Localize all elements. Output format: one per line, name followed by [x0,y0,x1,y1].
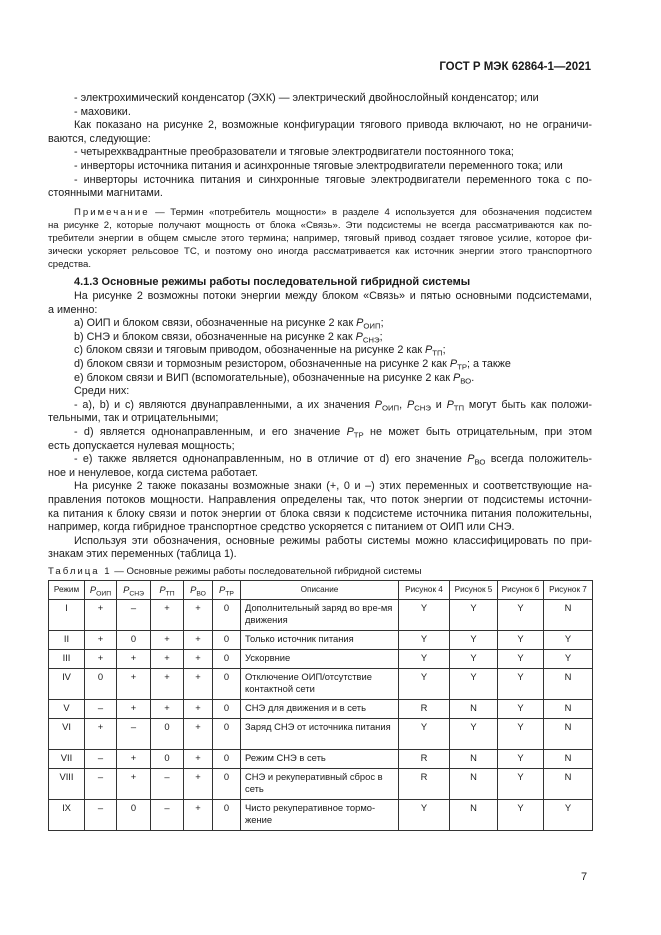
power-variable: $P_{ТП}$ [446,398,465,413]
note-line: требители энергии в общем смысле этого термина; например, тяговый привод создает тяговое усилие, которое фи- [48,233,592,244]
sign-cell: 0 [213,631,241,650]
sign-cell: – [151,769,184,800]
power-variable: $P_{СНЭ}$ [123,584,144,598]
sign-cell: + [151,650,184,669]
figure-flag-cell: Y [498,769,544,800]
sign-cell: 0 [85,669,117,700]
power-variable: $P_{ВО}$ [190,584,206,598]
sign-cell: + [151,700,184,719]
figure-flag-cell: Y [399,600,450,631]
figure-flag-cell: N [544,719,593,750]
power-variable: $P_{ТР}$ [449,358,468,372]
note-line: на рисунке 2, которые получают мощность от блока «Связь». Эти подсистемы не всегда рассматриваются как по- [48,220,592,231]
sign-cell: + [184,800,213,831]
mode-cell: II [49,631,85,650]
sign-cell: 0 [213,800,241,831]
text-line [74,344,592,357]
sign-cell: + [117,669,151,700]
figure-flag-cell: Y [450,631,498,650]
figure-flag-cell: Y [498,631,544,650]
figure-flag-cell: N [544,750,593,769]
text-line [74,426,592,439]
text-line [74,399,592,412]
sign-cell: + [184,769,213,800]
text-line: ка питания к блоку связи и поток энергии от блока связи к подсистеме источника питания положительны, [48,507,592,520]
mode-cell: VI [49,719,85,750]
table-row [49,769,593,800]
description-cell: СНЭ и рекуперативный сброс в сеть [241,769,399,800]
sign-cell: + [184,700,213,719]
figure-flag-cell: Y [399,650,450,669]
text-line [74,372,592,385]
figure-flag-cell: Y [498,669,544,700]
sign-cell: 0 [151,719,184,750]
column-header: Рисунок 4 [399,581,450,600]
sign-cell: + [117,700,151,719]
text-segment: не может быть отрицательным, при этом [363,426,592,438]
column-header [213,581,241,600]
text-segment: ; [379,330,383,343]
sign-cell: + [117,650,151,669]
description-cell: Только источник питания [241,631,399,650]
figure-flag-cell: N [544,769,593,800]
sign-cell: 0 [213,669,241,700]
figure-flag-cell: Y [498,600,544,631]
text-line [74,317,592,330]
power-variable: $P_{ОИП}$ [89,584,112,598]
sign-cell: – [85,800,117,831]
text-segment: b) СНЭ и блоком связи, обозначенные на рисунке 2 как [74,330,356,343]
sign-cell: + [85,650,117,669]
figure-flag-cell: Y [450,719,498,750]
sign-cell: + [85,631,117,650]
figure-flag-cell: Y [498,719,544,750]
sign-cell: + [184,600,213,631]
sign-cell: 0 [213,719,241,750]
text-segment: - е) также является однонаправленным, но в отличие от d) его значение [74,453,468,466]
power-variable: $P_{ТР}$ [346,426,364,440]
figure-flag-cell: Y [544,631,593,650]
modes-table [48,580,593,831]
mode-cell: IV [49,669,85,700]
caption-label: Таблица 1 [48,566,112,577]
text-segment: d) блоком связи и тормозным резистором, обозначенные на рисунке 2 как [74,358,450,370]
power-variable: $P_{ВО}$ [453,371,472,386]
column-header: Рисунок 6 [498,581,544,600]
sign-cell: + [151,631,184,650]
sign-cell: + [184,631,213,650]
column-header: Рисунок 5 [450,581,498,600]
text-line: правления потоков мощности. Направления определены так, что поток энергии от подсистемы источни- [48,494,592,506]
sign-cell: – [151,800,184,831]
table-header-row [49,581,593,600]
power-variable: $P_{ОИП}$ [356,317,381,331]
table-row [49,719,593,750]
power-variable: $P_{СНЭ}$ [406,398,431,413]
sign-cell: + [184,669,213,700]
sign-cell: 0 [213,600,241,631]
figure-flag-cell: N [544,700,593,719]
mode-cell: VIII [49,769,85,800]
column-header [151,581,184,600]
text-line: - инверторы источника питания и асинхронные тяговые электродвигатели переменного тока; или [74,160,563,172]
figure-flag-cell: R [399,750,450,769]
text-line: - инверторы источника питания и синхронные тяговые электродвигатели переменного тока с по- [74,173,592,186]
figure-flag-cell: N [450,750,498,769]
text-segment: . [471,371,475,384]
text-segment: - а), b) и с) являются двунаправленными, а их значения [74,398,375,411]
text-line: Используя эти обозначения, основные режимы работы системы можно классифицировать по при- [74,534,592,547]
sign-cell: 0 [213,750,241,769]
sign-cell: – [117,719,151,750]
table-row [49,750,593,769]
mode-cell: V [49,700,85,719]
text-line: а именно: [48,303,98,316]
description-cell: Режим СНЭ в сеть [241,750,399,769]
note-line [74,206,592,219]
text-line: тельными, так и отрицательными; [48,412,219,425]
sign-cell: – [85,750,117,769]
table-row [49,800,593,831]
sign-cell: 0 [213,769,241,800]
table-row [49,650,593,669]
power-variable: $P_{ТП}$ [425,344,443,359]
text-line: есть допускается нулевая мощность; [48,439,235,452]
text-line: - электрохимический конденсатор (ЭХК) — электрический двойнослойный конденсатор; или [74,92,539,104]
text-line: ное и ненулевое, когда система работает. [48,466,258,479]
power-variable: $P_{ТР}$ [219,584,234,598]
description-cell: Заряд СНЭ от источника питания [241,719,399,750]
sign-cell: + [151,600,184,631]
document-header: ГОСТ Р МЭК 62864-1—2021 [439,61,591,73]
figure-flag-cell: N [450,700,498,719]
column-header: Описание [241,581,399,600]
text-segment: и [430,398,447,411]
figure-flag-cell: Y [399,669,450,700]
mode-cell: I [49,600,85,631]
table-row [49,669,593,700]
sign-cell: + [117,750,151,769]
sign-cell: 0 [213,650,241,669]
column-header [85,581,117,600]
sign-cell: + [85,719,117,750]
text-line: ваются, следующие: [48,132,151,145]
figure-flag-cell: Y [450,669,498,700]
figure-flag-cell: Y [399,719,450,750]
text-line [74,358,592,371]
sign-cell: 0 [213,700,241,719]
text-segment: — Термин «потребитель мощности» в разделе 4 используется для обозначения подсистем [149,207,592,218]
sign-cell: – [117,600,151,631]
figure-flag-cell: Y [498,650,544,669]
text-segment: c) блоком связи и тяговым приводом, обозначенные на рисунке 2 как [74,344,426,357]
sign-cell: – [85,769,117,800]
mode-cell: IX [49,800,85,831]
description-cell: Дополнительный заряд во вре-мя движения [241,600,399,631]
figure-flag-cell: N [544,600,593,631]
figure-flag-cell: R [399,700,450,719]
page-number: 7 [581,871,588,883]
sign-cell: + [184,750,213,769]
sign-cell: + [151,669,184,700]
figure-flag-cell: Y [450,600,498,631]
figure-flag-cell: N [544,669,593,700]
figure-flag-cell: R [399,769,450,800]
section-heading: 4.1.3 Основные режимы работы последовательной гибридной системы [74,276,471,288]
text-segment: e) блоком связи и ВИП (вспомогательные), обозначенные на рисунке 2 как [74,371,454,384]
mode-cell: III [49,650,85,669]
text-segment: всегда положитель- [485,453,592,466]
sign-cell: – [85,700,117,719]
text-line: например, когда гибридное транспортное средство ускоряется с питанием от ОИП или СНЭ. [48,521,515,534]
figure-flag-cell: Y [498,750,544,769]
text-segment: могут быть как положи- [464,398,592,411]
power-variable: $P_{ВО}$ [467,453,486,467]
text-line: Как показано на рисунке 2, возможные конфигурации тягового привода включают, но не ограничи- [74,119,592,132]
column-header: Рисунок 7 [544,581,593,600]
text-line [74,331,592,344]
note-line: зически ускоряет рельсовое ТС, и поэтому оно иногда рассматривается как источник энергии этого транспортного [48,246,592,257]
column-header [184,581,213,600]
description-cell: Ускорвние [241,650,399,669]
sign-cell: + [117,769,151,800]
text-line [74,453,592,466]
text-segment: a) ОИП и блоком связи, обозначенные на рисунке 2 как [74,317,357,330]
figure-flag-cell: Y [544,650,593,669]
description-cell: СНЭ для движения и в сеть [241,700,399,719]
sign-cell: 0 [151,750,184,769]
column-header [117,581,151,600]
sign-cell: + [184,650,213,669]
figure-flag-cell: N [450,769,498,800]
figure-flag-cell: N [450,800,498,831]
sign-cell: + [85,600,117,631]
caption-text: — Основные режимы работы последовательной гибридной системы [111,566,422,577]
figure-flag-cell: Y [498,700,544,719]
note-label: Примечание [74,207,150,218]
text-line: На рисунке 2 возможны потоки энергии между блоком «Связь» и пятью основными подсистемами, [74,290,592,302]
table-row [49,631,593,650]
text-segment: ; [442,344,446,357]
description-cell: Отключение ОИП/отсутствие контактной сети [241,669,399,700]
power-variable: $P_{ОИП}$ [374,398,400,413]
sign-cell: 0 [117,800,151,831]
text-line: На рисунке 2 также показаны возможные знаки (+, 0 и –) этих переменных и соответствующие на- [74,480,592,493]
text-line: - маховики. [74,105,131,118]
sign-cell: 0 [117,631,151,650]
text-segment: - d) является однонаправленным, и его значение [74,426,347,438]
text-line: Среди них: [74,385,130,398]
figure-flag-cell: Y [450,650,498,669]
figure-flag-cell: Y [498,800,544,831]
text-line: - четырехквадрантные преобразователи и тяговые электродвигатели постоянного тока; [74,146,514,159]
text-segment: , [399,398,407,411]
table-row [49,600,593,631]
figure-flag-cell: Y [544,800,593,831]
sign-cell: + [184,719,213,750]
power-variable: $P_{СНЭ}$ [355,330,380,345]
mode-cell: VII [49,750,85,769]
figure-flag-cell: Y [399,631,450,650]
description-cell: Чисто рекуперативное тормо-жение [241,800,399,831]
table-row [49,700,593,719]
text-line: стоянными магнитами. [48,187,163,200]
text-segment: ; [380,317,384,330]
table-caption [48,566,422,577]
note-line: средства. [48,259,92,270]
column-header: Режим [49,581,85,600]
figure-flag-cell: Y [399,800,450,831]
text-line: знакам этих переменных (таблица 1). [48,548,237,561]
power-variable: $P_{ТП}$ [159,584,175,598]
text-segment: ; а также [467,358,511,370]
